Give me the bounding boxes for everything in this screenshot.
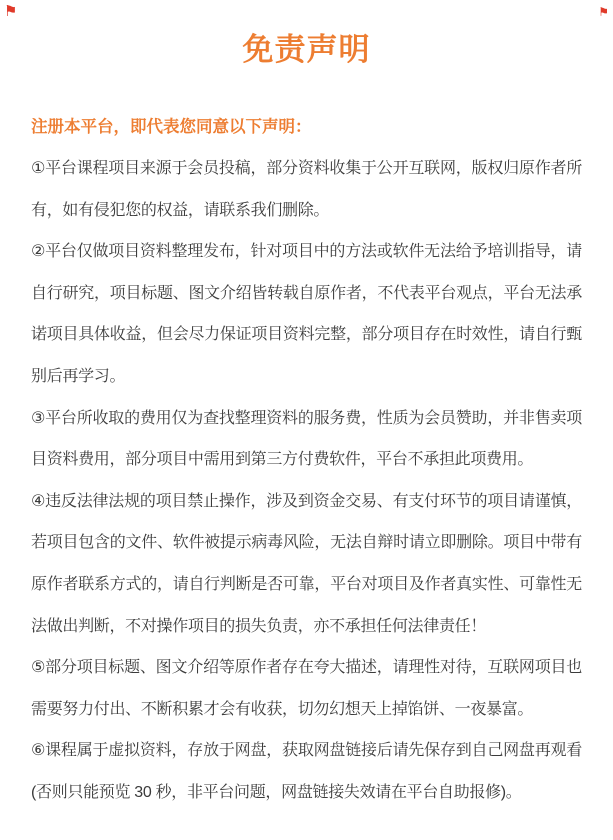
- disclaimer-item-6: ⑥课程属于虚拟资料，存放于网盘，获取网盘链接后请先保存到自己网盘再观看(否则只能预览 30 秒，非平台问题，网盘链接失效请在平台自助报修)。: [31, 742, 582, 801]
- red-flag-icon: ⚑: [598, 5, 609, 19]
- disclaimer-item-2: ②平台仅做项目资料整理发布，针对项目中的方法或软件无法给予培训指导，请自行研究，项目标题、图文介绍皆转载自原作者，不代表平台观点，平台无法承诺项目具体收益，但会尽力保证项目资料完整，部分项目存在时效性，请自行甄别后再学习。: [31, 243, 582, 385]
- disclaimer-item-1: ①平台课程项目来源于会员投稿，部分资料收集于公开互联网，版权归原作者所有，如有侵犯您的权益，请联系我们删除。: [31, 160, 582, 219]
- disclaimer-item-3: ③平台所收取的费用仅为查找整理资料的服务费，性质为会员赞助，并非售卖项目资料费用，部分项目中需用到第三方付费软件，平台不承担此项费用。: [31, 409, 582, 469]
- disclaimer-item-5: ⑤部分项目标题、图文介绍等原作者存在夸大描述，请理性对待，互联网项目也需要努力付出、不断积累才会有收获，切勿幻想天上掉馅饼、一夜暴富。: [31, 659, 582, 718]
- disclaimer-item-4: ④违反法律法规的项目禁止操作，涉及到资金交易、有支付环节的项目请谨慎，若项目包含的文件、软件被提示病毒风险，无法自辩时请立即删除。项目中带有原作者联系方式的，请自行判断是否可靠，平台对项目及作者真实性、可靠性无法做出判断，不对操作项目的损失负责，亦不承担任何法律责任！: [31, 492, 582, 635]
- disclaimer-body: [31, 148, 582, 814]
- page-title: 免责声明: [242, 32, 371, 67]
- intro-statement: 注册本平台，即代表您同意以下声明：: [31, 118, 312, 136]
- red-flag-icon: ⚑: [4, 3, 18, 20]
